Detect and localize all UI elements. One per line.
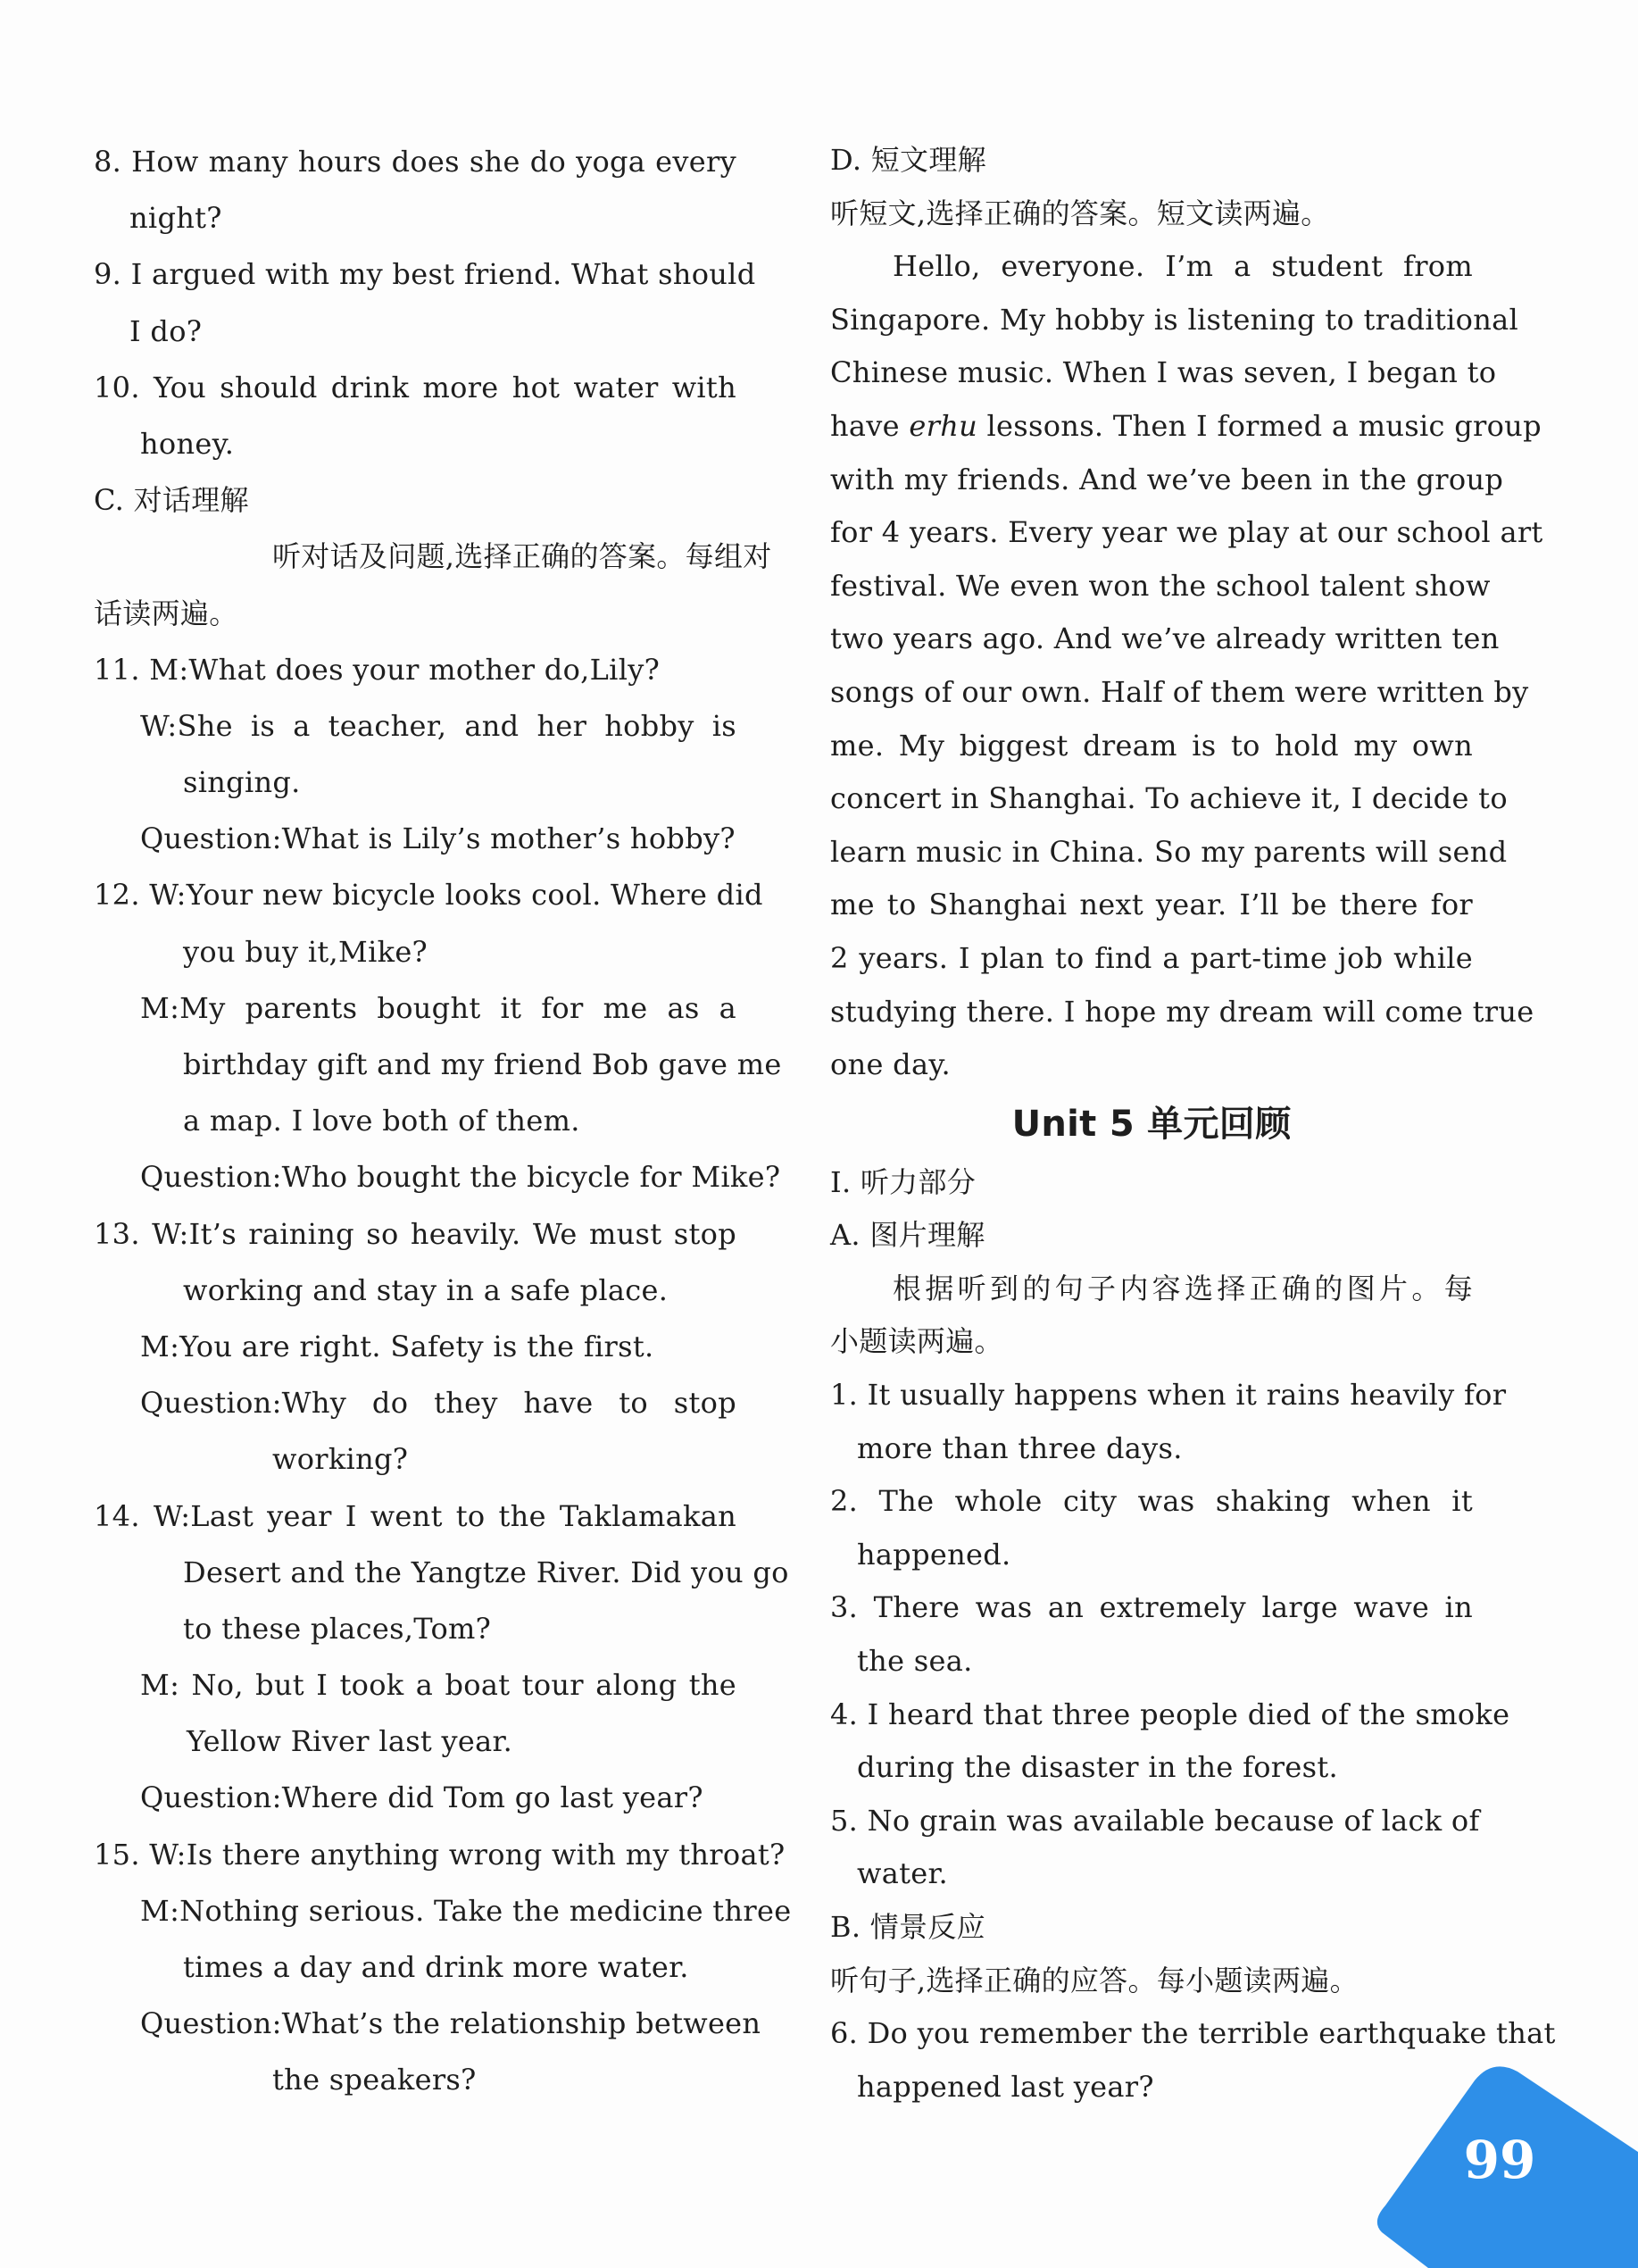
left-column-line: 15. W:Is there anything wrong with my throat? <box>94 1837 786 1872</box>
left-column-line: Yellow River last year. <box>187 1724 513 1759</box>
left-column-line: 13. W:It’s raining so heavily. We must stop <box>94 1216 736 1251</box>
listening-line: A. 图片理解 <box>830 1218 985 1253</box>
passage-line: Chinese music. When I was seven, I began to <box>830 355 1497 390</box>
passage-line: with my friends. And we’ve been in the group <box>830 462 1504 496</box>
left-column-line: honey. <box>140 426 235 461</box>
left-column-line: working and stay in a safe place. <box>183 1272 669 1307</box>
left-column-line: night? <box>129 201 222 236</box>
left-column-line: Question:Where did Tom go last year? <box>140 1780 703 1815</box>
left-column-line: Question:Who bought the bicycle for Mike? <box>140 1160 781 1195</box>
listening-line: happened. <box>857 1537 1011 1572</box>
left-column-line: Question:Why do they have to stop <box>140 1386 736 1421</box>
listening-line: during the disaster in the forest. <box>857 1750 1338 1785</box>
listening-line: 4. I heard that three people died of the smoke <box>830 1697 1510 1731</box>
left-column-line: you buy it,Mike? <box>183 934 428 969</box>
left-column-line: the speakers? <box>272 2063 477 2097</box>
left-column-line: 话读两遍。 <box>94 596 238 630</box>
left-column-line: 听对话及问题,选择正确的答案。每组对 <box>272 539 772 574</box>
passage-line: festival. We even won the school talent show <box>830 568 1491 603</box>
left-column-line: 14. W:Last year I went to the Taklamakan <box>94 1498 736 1533</box>
right-column <box>830 134 1556 2114</box>
listening-line: 5. No grain was available because of lack of <box>830 1803 1480 1838</box>
listening-line: Ⅰ. 听力部分 <box>830 1164 977 1199</box>
left-column-line: 9. I argued with my best friend. What should <box>94 257 756 292</box>
passage-line: have erhu lessons. Then I formed a music group <box>830 408 1542 443</box>
listening-line: 听句子,选择正确的应答。每小题读两遍。 <box>830 1963 1359 1997</box>
left-column-line: M:My parents bought it for me as a <box>140 990 736 1025</box>
left-column-line: M:Nothing serious. Take the medicine three <box>140 1893 792 1928</box>
left-column-line: singing. <box>183 765 301 800</box>
page-number: 99 <box>1463 2130 1536 2190</box>
listening-line: 1. It usually happens when it rains heavily for <box>830 1378 1507 1413</box>
left-column-line: W:She is a teacher, and her hobby is <box>140 708 736 743</box>
left-column-line: I do? <box>129 313 203 348</box>
passage-line: Singapore. My hobby is listening to traditional <box>830 302 1519 337</box>
passage-line: songs of our own. Half of them were written by <box>830 674 1529 709</box>
passage-line: me. My biggest dream is to hold my own <box>830 728 1473 763</box>
left-column-line: 12. W:Your new bicycle looks cool. Where did <box>94 878 763 913</box>
left-column-line: Question:What’s the relationship between <box>140 2006 761 2041</box>
listening-line: water. <box>857 1856 949 1891</box>
listening-line: B. 情景反应 <box>830 1910 985 1944</box>
unit-heading: Unit 5 单元回顾 <box>1011 1103 1292 1145</box>
passage-line: me to Shanghai next year. I’ll be there for <box>830 888 1473 922</box>
listening-line: happened last year? <box>857 2069 1154 2104</box>
passage-line: learn music in China. So my parents will send <box>830 834 1508 869</box>
listening-line: 3. There was an extremely large wave in <box>830 1590 1473 1625</box>
passage-line: studying there. I hope my dream will come true <box>830 994 1534 1029</box>
listening-line: 根据听到的句子内容选择正确的图片。每 <box>893 1271 1473 1305</box>
left-column-line: working? <box>272 1442 409 1477</box>
passage-line: for 4 years. Every year we play at our school art <box>830 515 1543 550</box>
left-column-line: 11. M:What does your mother do,Lily? <box>94 652 661 687</box>
left-column-line: M:You are right. Safety is the first. <box>140 1329 654 1363</box>
left-column-line: C. 对话理解 <box>94 483 249 518</box>
listening-line: 6. Do you remember the terrible earthquake that <box>830 2016 1556 2051</box>
left-column-line: Question:What is Lily’s mother’s hobby? <box>140 821 736 856</box>
left-column-line: birthday gift and my friend Bob gave me <box>183 1047 782 1081</box>
passage-line: D. 短文理解 <box>830 143 986 177</box>
listening-line: the sea. <box>857 1644 973 1679</box>
listening-section <box>830 1156 1556 2114</box>
passage-line: two years ago. And we’ve already written ten <box>830 621 1500 656</box>
listening-line: more than three days. <box>857 1430 1183 1465</box>
passage-line: one day. <box>830 1047 951 1082</box>
left-column-line: times a day and drink more water. <box>183 1950 689 1984</box>
left-column-line: 10. You should drink more hot water with <box>94 370 736 404</box>
left-column-line: a map. I love both of them. <box>183 1104 580 1138</box>
italic-word: erhu <box>909 408 978 443</box>
passage-line: 听短文,选择正确的答案。短文读两遍。 <box>830 196 1330 230</box>
listening-line: 小题读两遍。 <box>830 1324 1003 1359</box>
passage-line: concert in Shanghai. To achieve it, I decide to <box>830 781 1508 816</box>
left-column-line: 8. How many hours does she do yoga every <box>94 145 736 179</box>
left-column-line: to these places,Tom? <box>183 1611 492 1646</box>
left-column <box>94 134 792 2109</box>
left-column-line: Desert and the Yangtze River. Did you go <box>183 1555 789 1589</box>
passage-line: 2 years. I plan to find a part-time job while <box>830 940 1473 975</box>
left-column-line: M: No, but I took a boat tour along the <box>140 1668 736 1703</box>
listening-line: 2. The whole city was shaking when it <box>830 1484 1473 1519</box>
passage-line: Hello, everyone. I’m a student from <box>893 249 1473 284</box>
reading-passage <box>830 134 1543 1092</box>
